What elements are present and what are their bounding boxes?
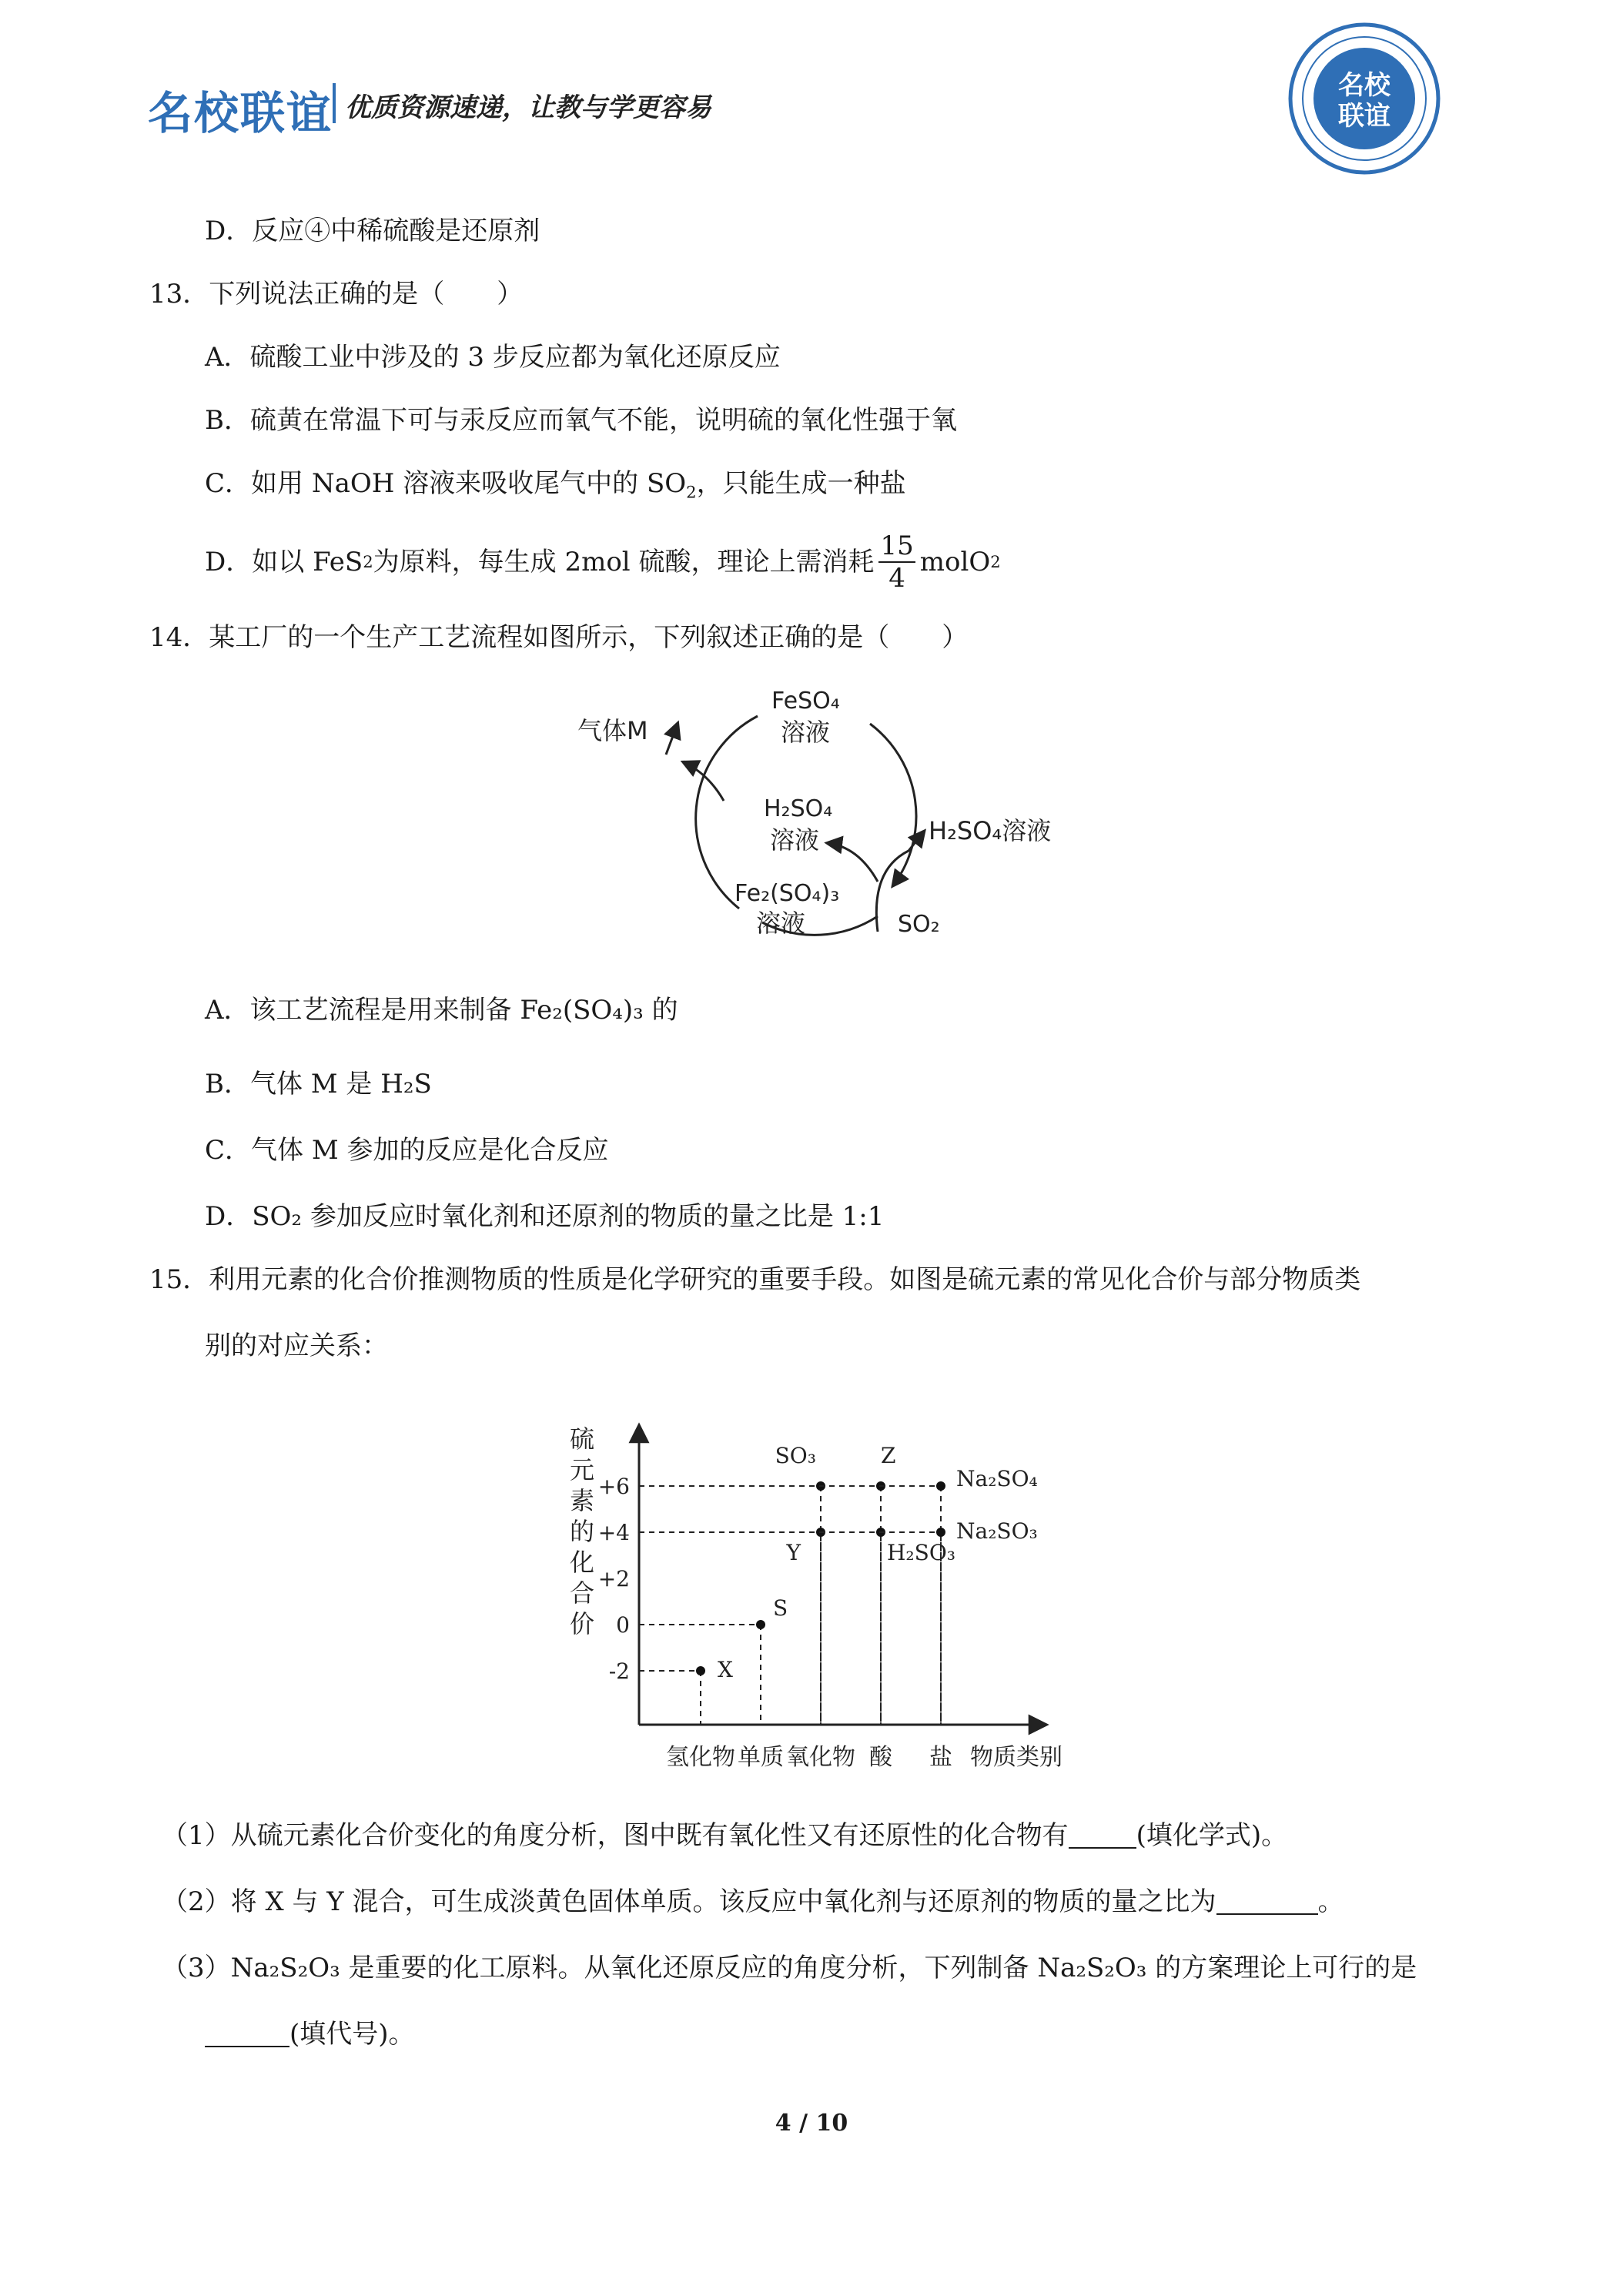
q13-c-sub: 2 <box>686 482 697 502</box>
q15-part1 <box>162 1819 1287 1853</box>
point-label: Z <box>881 1443 896 1468</box>
svg-text:名校: 名校 <box>1338 70 1390 101</box>
q14-option-a: A．该工艺流程是用来制备 Fe₂(SO₄)₃ 的 <box>205 995 678 1026</box>
y-tick-label: 0 <box>616 1612 630 1638</box>
answer-blank[interactable] <box>205 2020 289 2047</box>
x-tick-label: 氢化物 <box>666 1744 735 1771</box>
brand-logo: 名校联谊 <box>148 87 333 139</box>
q13-option-b: B．硫黄在常温下可与汞反应而氧气不能，说明硫的氧化性强于氧 <box>205 405 957 436</box>
y-tick-label: +4 <box>597 1520 630 1545</box>
data-point <box>696 1666 705 1675</box>
y-axis-label-char: 硫 <box>570 1424 595 1454</box>
answer-blank[interactable] <box>1216 1887 1318 1915</box>
school-seal-logo <box>1287 22 1441 176</box>
q13-d-unit: molO <box>919 547 991 577</box>
fraction-denominator: 4 <box>888 563 905 594</box>
page-number: 4 / 10 <box>775 2110 848 2137</box>
feso4-sol-label: 溶液 <box>781 718 831 747</box>
h2so4-sol-label: 溶液 <box>770 825 820 855</box>
y-tick-label: -2 <box>608 1658 630 1684</box>
q13-option-d: D．如以 FeS 2 为原料，每生成 2mol 硫酸，理论上需消耗 $\frac{15}{4}$ molO 2 <box>205 530 1001 594</box>
y-tick-label: +6 <box>597 1474 630 1499</box>
h2so4-label: H₂SO₄ <box>764 795 833 822</box>
sulfur-valence-chart <box>554 1401 1093 1786</box>
fe2so43-label: Fe₂(SO₄)₃ <box>735 880 840 907</box>
x-tick-label: 酸 <box>869 1744 892 1771</box>
q14-option-d: D．SO₂ 参加反应时氧化剂和还原剂的物质的量之比是 1:1 <box>205 1201 885 1232</box>
q15-part3-line2 <box>205 2017 415 2051</box>
feso4-label: FeSO₄ <box>771 688 840 715</box>
q15-part3-line1: （3）Na₂S₂O₃ 是重要的化工原料。从氧化还原反应的角度分析，下列制备 Na₂S₂O₃ 的方案理论上可行的是 <box>162 1953 1417 1983</box>
q13-c-text-end: ，只能生成一种盐 <box>696 468 906 499</box>
point-label: Na₂SO₄ <box>956 1466 1038 1491</box>
q15-p1-text: （1）从硫元素化合价变化的角度分析，图中既有氧化性又有还原性的化合物有 <box>162 1820 1069 1851</box>
q14-option-c: C．气体 M 参加的反应是化合反应 <box>205 1135 609 1166</box>
q15-p1-hint: (填化学式)。 <box>1136 1820 1288 1851</box>
header-divider <box>333 83 336 123</box>
q14-stem: 14．某工厂的一个生产工艺流程如图所示，下列叙述正确的是（ ） <box>149 622 969 653</box>
q13-d-text-mid: 为原料，每生成 2mol 硫酸，理论上需消耗 <box>373 547 875 577</box>
y-axis-label-char: 素 <box>570 1486 595 1515</box>
x-tick-label: 盐 <box>929 1744 952 1771</box>
point-label: H₂SO₃ <box>887 1540 956 1565</box>
q13-option-a: A．硫酸工业中涉及的 3 步反应都为氧化还原反应 <box>205 342 781 373</box>
q14-option-b: B．气体 M 是 H₂S <box>205 1069 432 1099</box>
page-header <box>0 0 1623 200</box>
h2so4-out-label: H₂SO₄溶液 <box>929 816 1052 845</box>
q15-stem-line1: 15．利用元素的化合价推测物质的性质是化学研究的重要手段。如图是硫元素的常见化合价与部分物质类 <box>149 1264 1361 1295</box>
data-point <box>936 1528 945 1537</box>
point-label: S <box>773 1595 788 1621</box>
x-tick-label: 氧化物 <box>786 1744 855 1771</box>
x-tick-label: 单质 <box>738 1744 784 1771</box>
y-axis-label-char: 化 <box>570 1548 595 1577</box>
q15-part2 <box>162 1885 1344 1919</box>
q15-stem-line2: 别的对应关系： <box>205 1330 388 1361</box>
data-point <box>756 1620 765 1629</box>
y-tick-label: +2 <box>597 1566 630 1591</box>
inner-arrow <box>684 762 724 801</box>
q13-c-text: C．如用 NaOH 溶液来吸收尾气中的 SO <box>205 468 687 499</box>
gas-m-arrow <box>666 724 678 755</box>
q15-p2-text: （2）将 X 与 Y 混合，可生成淡黄色固体单质。该反应中氧化剂与还原剂的物质的量之比为 <box>162 1886 1216 1917</box>
y-axis-label-char: 价 <box>570 1609 595 1638</box>
y-axis-label-char: 的 <box>570 1517 595 1546</box>
y-axis-label-char: 合 <box>570 1578 595 1608</box>
q13-stem: 13．下列说法正确的是（ ） <box>149 279 524 310</box>
q15-p3-hint: (填代号)。 <box>289 2019 415 2050</box>
x-axis-label: 物质类别 <box>970 1744 1062 1771</box>
q13-d-text: D．如以 FeS <box>205 547 363 577</box>
fraction <box>878 530 915 594</box>
brand-slogan: 优质资源速递，让教与学更容易 <box>345 92 711 123</box>
q15-p2-end: 。 <box>1317 1886 1344 1917</box>
point-label: Y <box>786 1540 801 1565</box>
point-label: Na₂SO₃ <box>956 1518 1038 1544</box>
gas-m-label: 气体M <box>577 716 648 745</box>
fraction-numerator: 15 <box>880 530 914 561</box>
data-point <box>936 1481 945 1491</box>
point-label: X <box>718 1657 733 1682</box>
fe2so43-sol-label: 溶液 <box>756 909 806 938</box>
q13-option-c <box>205 467 906 500</box>
point-label: SO₃ <box>775 1443 816 1468</box>
answer-blank[interactable] <box>1069 1821 1136 1849</box>
y-axis-label-char: 元 <box>570 1455 595 1484</box>
so2-branch-arrow <box>828 843 878 882</box>
process-flow-diagram <box>562 678 1086 955</box>
q12-option-d: D．反应④中稀硫酸是还原剂 <box>205 216 540 246</box>
so2-label: SO₂ <box>898 911 940 938</box>
svg-text:联谊: 联谊 <box>1338 101 1390 132</box>
